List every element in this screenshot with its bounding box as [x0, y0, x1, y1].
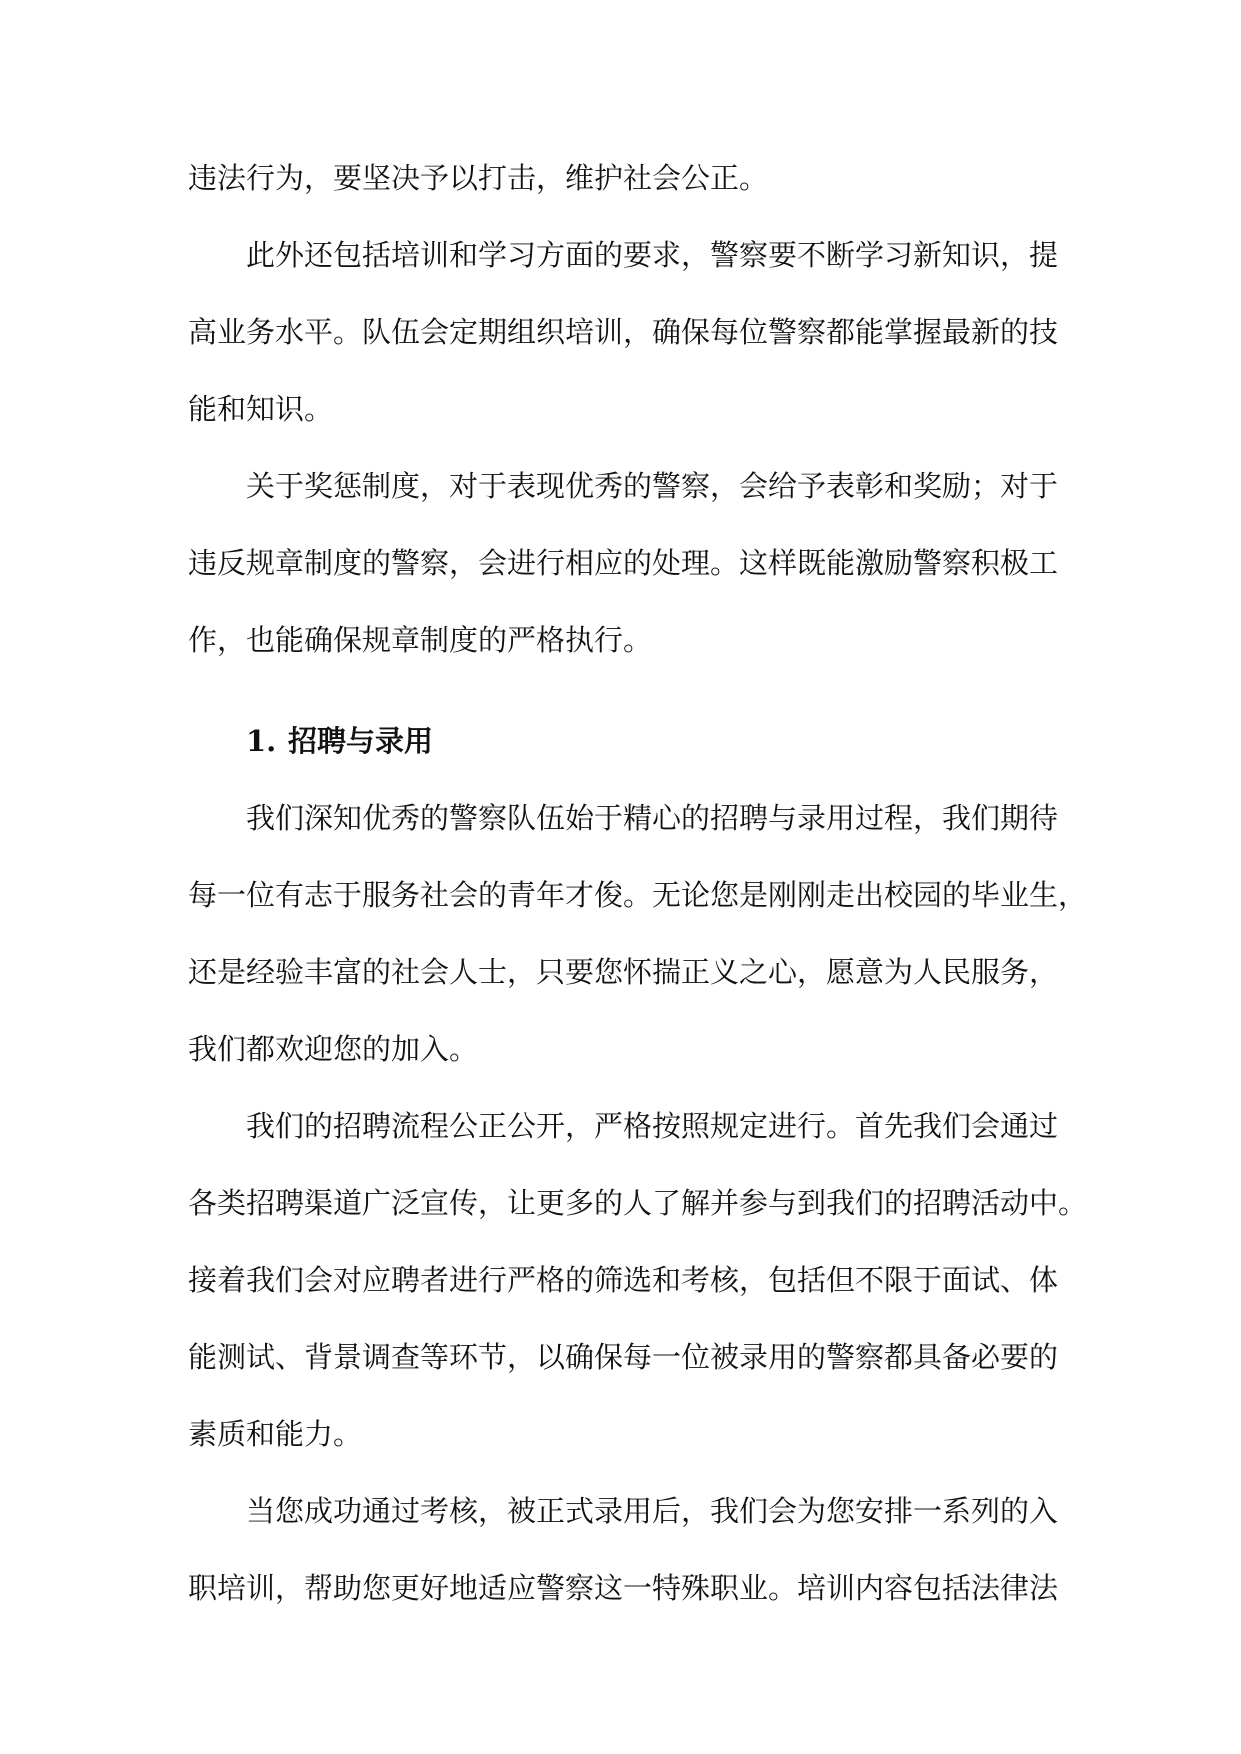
paragraph-line: 素质和能力。	[188, 1417, 363, 1451]
paragraph-line: 每一位有志于服务社会的青年才俊。无论您是刚刚走出校园的毕业生，	[188, 878, 1088, 912]
paragraph-line: 我们的招聘流程公正公开，严格按照规定进行。首先我们会通过	[246, 1109, 1059, 1143]
paragraph-line: 关于奖惩制度，对于表现优秀的警察，会给予表彰和奖励；对于	[246, 469, 1059, 503]
paragraph-line: 作，也能确保规章制度的严格执行。	[188, 623, 653, 657]
paragraph-line: 我们都欢迎您的加入。	[188, 1032, 479, 1066]
section-heading	[188, 703, 1058, 780]
document-body	[188, 140, 1088, 1627]
paragraph-line: 我们深知优秀的警察队伍始于精心的招聘与录用过程，我们期待	[246, 801, 1059, 835]
section-number: 1.	[246, 724, 277, 758]
paragraph-line: 违反规章制度的警察，会进行相应的处理。这样既能激励警察积极工	[188, 546, 1059, 580]
paragraph-line: 还是经验丰富的社会人士，只要您怀揣正义之心，愿意为人民服务，	[188, 955, 1059, 989]
paragraph-line: 违法行为，要坚决予以打击，维护社会公正。	[188, 161, 769, 195]
paragraph-line: 当您成功通过考核，被正式录用后，我们会为您安排一系列的入	[246, 1494, 1059, 1528]
paragraph-line: 接着我们会对应聘者进行严格的筛选和考核，包括但不限于面试、体	[188, 1263, 1059, 1297]
paragraph-line: 高业务水平。队伍会定期组织培训，确保每位警察都能掌握最新的技	[188, 315, 1059, 349]
paragraph-line: 此外还包括培训和学习方面的要求，警察要不断学习新知识，提	[246, 238, 1059, 272]
paragraph-line: 职培训，帮助您更好地适应警察这一特殊职业。培训内容包括法律法	[188, 1571, 1059, 1605]
paragraph-line: 各类招聘渠道广泛宣传，让更多的人了解并参与到我们的招聘活动中。	[188, 1186, 1088, 1220]
paragraph-line: 能测试、背景调查等环节，以确保每一位被录用的警察都具备必要的	[188, 1340, 1059, 1374]
paragraph-line: 能和知识。	[188, 392, 334, 426]
section-title: 招聘与录用	[288, 724, 434, 758]
